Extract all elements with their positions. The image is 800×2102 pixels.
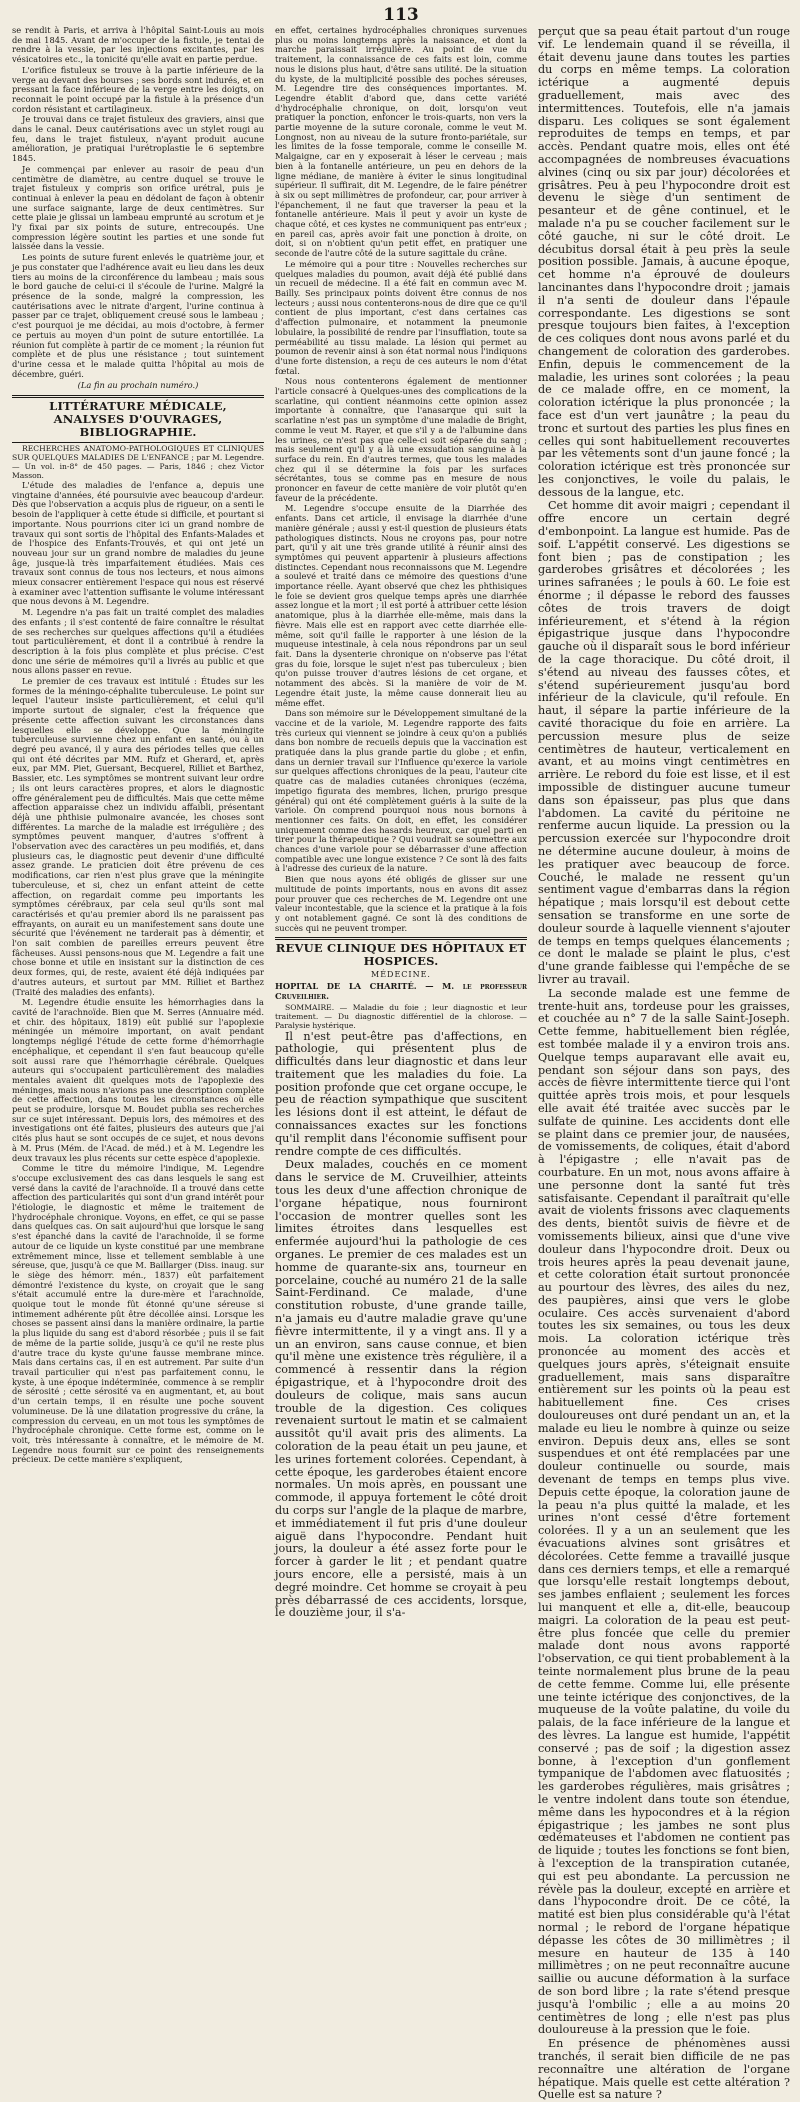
paragraph: L'orifice fistuleux se trouve à la partie inférieure de la verge au devant des bourses ; ses bords sont indurés, et en pressant la face inférieure de la verge entre les doigts, on reconnait le point occupé par la fistule à la présence d'un cordon résistant et cartilagineux. xyxy=(12,64,264,114)
paragraph: M. Legendre s'occupe ensuite de la Diarrhée des enfants. Dans cet article, il envisage la diarrhée d'une manière générale ; aussi y est-il question de plusieurs états pathologiques distincts. Nous ne croyons pas, pour notre part, qu'il y ait une très grande utilité à réunir ainsi des symptômes qui peuvent appartenir à plusieurs affections distinctes. Cependant nous reconnaissons que M. Legendre a soulevé et traité dans ce mémoire des questions d'une importance réelle. Ayant observé que chez les phthisiques le foie se devient gros quelque temps après une diarrhée assez longue et la mort ; il est porté à attribuer cette lésion anatomique, plus à la diarrhée elle-même, mais dans la fièvre. Mais elle est en rapport avec cette diarrhée elle-même, soit qu'il faille le rapporter à une lésion de la muqueuse intestinale, à cela nous répondrons par un seul fait. Dans la dysenterie chronique on n'observe pas l'état gras du foie, lorsque le sujet n'est pas tuberculeux ; bien qu'on puisse trouver d'autres lésions de cet organe, et notamment des abcès. Si la manière de voir de M. Legendre était juste, la même cause donnerait lieu au même effet. xyxy=(275,503,527,708)
column-middle xyxy=(275,25,527,1620)
paragraph: Le premier de ces travaux est intitulé : Études sur les formes de la méningo-céphalite tuberculeuse. Le point sur lequel l'auteur insiste particulièrement, et celui qu'il importe surtout de signaler, c'est la fréquence que présente cette affection suivant les circonstances dans lesquelles elle se développe. Que la méningite tuberculeuse survienne chez un enfant en santé, ou à un degré peu avancé, il y aura des périodes telles que celles qui ont été décrites par MM. Rufz et Gherard, et, après eux, par MM. Piet, Guersant, Becquerel, Rilliet et Barthez, Bassier, etc. Les symptômes se montrent suivant leur ordre ; ils ont leurs caractères propres, et alors le diagnostic offre généralement peu de difficultés. Mais que cette même affection apparaisse chez un individu affaibli, présentant déjà une phthisie pulmonaire avancée, les choses sont différentes. La marche de la maladie est irrégulière ; des symptômes peuvent manquer, d'autres s'offrent à l'observation avec des caractères un peu modifiés, et, dans plusieurs cas, le diagnostic peut devenir d'une difficulté assez grande. Le praticien doit être prévenu de ces modifications, car rien n'est plus grave que la méningite tuberculeuse, et si, chez un enfant atteint de cette affection, on regardait comme peu importants les symptômes cérébraux, par cela seul qu'ils sont mal caractérisés et qu'au premier abord ils ne paraissent pas effrayants, on aurait eu un manifestement sans doute une sécurité que l'événement ne tarderait pas à démentir, et l'on sait combien de pareilles erreurs peuvent être fâcheuses. Aussi pensons-nous que M. Legendre a fait une chose bonne et utile en insistant sur la distinction de ces deux formes, qui, de reste, avaient été déjà indiquées par d'autres auteurs, et surtout par MM. Rilliet et Barthez (Traité des maladies des enfants). xyxy=(12,676,264,997)
paragraph: En présence de phénomènes aussi tranchés, il serait bien difficile de ne pas reconnaître une altération de l'organe hépatique. Mais quelle est cette altération ? Quelle est sa nature ? xyxy=(538,2037,790,2102)
paragraph: en effet, certaines hydrocéphalies chroniques survenues plus ou moins longtemps après la naissance, et dont la marche paraissait irrégulière. Au point de vue du traitement, la connaissance de ces faits est loin, comme nous le disions plus haut, d'être sans utilité. De la situation du kyste, de la multiplicité possible des poches séreuses, M. Legendre tire des conséquences importantes. M. Legendre établit d'abord que, dans cette variété d'hydrocéphalie chronique, on doit, lorsqu'on veut pratiquer la ponction, enfoncer le trois-quarts, non vers la partie moyenne de la suture coronale, comme le veut M. Longnost, non au niveau de la suture fronto-pariétale, sur les limites de la fosse temporale, comme le conseille M. Malgaigne, car en y exposerait à léser le cerveau ; mais bien à la fontanelle antérieure, un peu en dehors de la ligne médiane, de manière à éviter le sinus longitudinal supérieur. Il suffirait, dit M. Legendre, de le faire pénétrer à six ou sept millimètres de profondeur, car, pour arriver à l'épanchement, il ne faut que traverser la peau et la fontanelle antérieure. Mais il peut y avoir un kyste de chaque côté, et ces kystes ne communiquent pas entr'eux ; en pareil cas, après avoir fait une ponction à droite, on doit, si on n'obtient qu'un petit effet, en pratiquer une seconde de l'autre côté de la suture sagittale du crâne. xyxy=(275,25,527,259)
columns xyxy=(12,25,790,2102)
paragraph: Il n'est peut-être pas d'affections, en pathologie, qui présentent plus de difficultés dans leur diagnostic et dans leur traitement que les maladies du foie. La position profonde que cet organe occupe, le peu de réaction sympathique que suscitent les lésions dont il est atteint, le défaut de connaissances exactes sur les fonctions qu'il remplit dans l'économie suffisent pour rendre compte de ces difficultés. xyxy=(275,1029,527,1158)
paragraph: Je commençai par enlever au rasoir de peau d'un centimètre de diamètre, au centre duquel se trouve le trajet fistuleux y compris son orifice urétral, puis je continuai à enlever la peau en dédolant de façon à obtenir une surface saignante, large de deux centimètres. Sur cette plaie je glissai un lambeau emprunté au scrotum et je l'y fixai par six points de suture, entrecoupés. Une compression légère soutint les parties et une sonde fut laissée dans la vessie. xyxy=(12,163,264,252)
summary: SOMMAIRE. — Maladie du foie ; leur diagnostic et leur traitement. — Du diagnostic différentiel de la chlorose. — Paralysie hystérique. xyxy=(275,1002,527,1030)
paragraph: Les points de suture furent enlevés le quatrième jour, et je pus constater que l'adhérence avait eu lieu dans les deux tiers au moins de la circonférence du lambeau ; mais sous le bord gauche de celui-ci il s'écoule de l'urine. Malgré la présence de la sonde, malgré la compression, les cautérisations avec le nitrate d'argent, l'urine continua à passer par ce trajet, obliquement creusé sous le lambeau ; c'est pourquoi je me décidai, au mois d'octobre, à fermer ce pertuis au moyen d'un point de suture entortillée. La réunion fut complète à partir de ce moment ; la réunion fut complète et de plus une résistance ; tout suintement d'urine cessa et le malade quitta l'hôpital au mois de décembre, guéri. xyxy=(12,252,264,379)
column-right xyxy=(538,25,790,2102)
page-number: 113 xyxy=(383,5,419,25)
book-reference: RECHERCHES ANATOMO-PATHOLOGIQUES ET CLINIQUES SUR QUELQUES MALADIES DE L'ENFANCE ; par M. Legendre. — Un vol. in-8° de 450 pages. — Paris, 1846 ; chez Victor Masson. xyxy=(12,444,264,481)
section-divider xyxy=(275,937,527,940)
section-heading: LITTÉRATURE MÉDICALE, ANALYSES D'OUVRAGES, BIBLIOGRAPHIE. xyxy=(49,399,227,440)
hospital-header: HOPITAL DE LA CHARITÉ. — M. le professeur Cruveilhier. xyxy=(275,981,527,1001)
paragraph: M. Legendre n'a pas fait un traité complet des maladies des enfants ; il s'est contenté de faire connaître le résultat de ses recherches sur quelques affections qu'il a étudiées tout particulièrement, et dont il a contribué à rendre la description à la fois plus complète et plus précise. C'est donc une série de mémoires qu'il a livrés au public et que nous allons passer en revue. xyxy=(12,607,264,676)
paragraph: Je trouvai dans ce trajet fistuleux des graviers, ainsi que dans le canal. Deux cautérisations avec un stylet rougi au feu, dans le trajet fistuleux, n'ayant produit aucune amélioration, je pratiquai l'urétroplastie le 6 septembre 1845. xyxy=(12,114,264,164)
paragraph: Dans son mémoire sur le Développement simultané de la vaccine et de la variole, M. Legendre rapporte des faits très curieux qui viennent se joindre à ceux qu'on a publiés dans bon nombre de recueils depuis que la vaccination est pratiquée dans la plus grande partie du globe ; et enfin, dans un dernier travail sur l'Influence qu'exerce la variole sur quelques affections chroniques de la peau, l'auteur cite quatre cas de maladies cutanées chroniques (eczéma, impetigo figurata des membres, lichen, prurigo presque général) qui ont été complètement guéris à la suite de la variole. On comprend pourquoi nous nous bornons à mentionner ces faits. On doit, en effet, les considérer uniquement comme des hasards heureux, car quel parti en tirer pour la thérapeutique ? Qui voudrait se soumettre aux chances d'une variole pour se débarrasser d'une affection compatible avec une longue existence ? Ce sont là des faits à l'adresse des curieux de la nature. xyxy=(275,708,527,874)
heading-rule xyxy=(12,442,264,443)
paragraph: L'étude des maladies de l'enfance a, depuis une vingtaine d'années, été poursuivie avec beaucoup d'ardeur. Dès que l'observation a acquis plus de rigueur, on a senti le besoin de l'appliquer à cette étude si difficile, et pourtant si importante. Nous pourrions citer ici un grand nombre de travaux qui sont sortis de l'hôpital des Enfants-Malades et de l'hospice des Enfants-Trouvés, et qui ont jeté un nouveau jour sur un grand nombre de maladies du jeune âge, jusque-là très imparfaitement étudiées. Mais ces travaux sont connus de tous nos lecteurs, et nous aimons mieux consacrer entièrement l'espace qui nous est réservé à examiner avec l'attention suffisante le volume intéressant que nous devons à M. Legendre. xyxy=(12,480,264,607)
continuation-note: (La fin au prochain numéro.) xyxy=(77,380,199,391)
section-divider xyxy=(12,395,264,398)
paragraph: Le mémoire qui a pour titre : Nouvelles recherches sur quelques maladies du poumon, avait déjà été publié dans un recueil de médecine. Il a été fait en commun avec M. Bailly. Ses principaux points doivent être connus de nos lecteurs ; aussi nous contenterons-nous de dire que ce qu'il contient de plus important, c'est dans certaines cas d'affection pulmonaire, et notamment la pneumonie lobulaire, la possibilité de rendre par l'insufflation, toute sa perméabilité au tissu malade. La lésion qui permet au poumon de revenir ainsi à son état normal nous l'indiquons d'une forte distension, a reçu de ces auteurs le nom d'état fœtal. xyxy=(275,258,527,376)
section-subheading: MÉDECINE. xyxy=(371,970,431,980)
paragraph: perçut que sa peau était partout d'un rouge vif. Le lendemain quand il se réveilla, il était devenu jaune dans toutes les parties du corps en même temps. La coloration ictérique a augmenté depuis graduellement, mais avec des intermittences. Toutefois, elle n'a jamais disparu. Les coliques se sont également reproduites de temps en temps, et par accès. Pendant quatre mois, elles ont été accompagnées de nombreuses évacuations alvines (cinq ou six par jour) décolorées et grisâtres. Peu à peu l'hypocondre droit est devenu le siège d'un sentiment de pesanteur et de gêne continuel, et le malade n'a pu se coucher facilement sur le côté gauche, ni sur le côté droit. Le décubitus dorsal était à peu près la seule position possible. Jamais, à aucune époque, cet homme n'a éprouvé de douleurs lancinantes dans l'hypocondre droit ; jamais il n'a senti de douleur dans l'épaule correspondante. Les digestions se sont presque toujours bien faites, à l'exception de ces coliques dont nous avons parlé et du changement de coloration des garderobes. Enfin, depuis le commencement de la maladie, les urines sont colorées ; la peau de ce malade offre, en ce moment, la coloration ictérique la plus prononcée ; la face est d'un vert jaunâtre ; la peau du tronc et surtout des parties les plus fines en celles qui sont habituellement recouvertes par les vêtements sont d'un jaune foncé ; la coloration ictérique est très prononcée sur les conjonctives, le voile du palais, le dessous de la langue, etc. xyxy=(538,25,790,499)
column-left xyxy=(12,25,264,1465)
paragraph: se rendit à Paris, et arriva à l'hôpital Saint-Louis au mois de mai 1845. Avant de m'occuper de la fistule, je tentai de rendre à la vessie, par les injections excitantes, par les vésicatoires etc., la tonicité qu'elle avait en partie perdue. xyxy=(12,25,264,65)
paragraph: Nous nous contenterons également de mentionner l'article consacré à Quelques-unes des complications de la scarlatine, qui contient néanmoins cette opinion assez importante à connaître, que l'anasarque qui suit la scarlatine n'est pas un symptôme d'une maladie de Bright, comme le veut M. Rayer, et que s'il y a de l'albumine dans les urines, ce n'est pas que celle-ci soit séparée du sang ; mais seulement qu'il y a là une exsudation sanguine à la surface du rein. En d'autres termes, que tous les malades chez qui il se détermine la fois par les surfaces sécrétantes, tous se comme pas en mesure de nous prononcer en faveur de cette manière de voir plutôt qu'en faveur de la précédente. xyxy=(275,376,527,503)
paragraph: Bien que nous ayons été obligés de glisser sur une multitude de points importants, nous en avons dit assez pour prouver que ces recherches de M. Legendre ont une valeur incontestable, que la science et la pratique à la fois y ont notablement gagné. Ce sont là des conditions de succès qui ne peuvent tromper. xyxy=(275,874,527,933)
paragraph: La seconde malade est une femme de trente-huit ans, tordeuse pour les graisses, et couchée au n° 7 de la salle Saint-Joseph. Cette femme, habituellement bien réglée, est tombée malade il y a environ trois ans. Quelque temps auparavant elle avait eu, pendant son séjour dans son pays, des accès de fièvre intermittente tierce qui l'ont quittée après trois mois, et pour lesquels elle avait été traitée avec succès par le sulfate de quinine. Les accidents dont elle se plaint dans ce premier jour, de nausées, de vomissements, de coliques, était d'abord à l'épigastre ; elle n'avait pas de courbature. En un mot, nous avons affaire à une personne dont la santé fut très satisfaisante. Cependant il paraîtrait qu'elle avait de violents frissons avec claquements des dents, bientôt suivis de fièvre et de vomissements bilieux, ainsi que d'une vive douleur dans l'hypocondre droit. Deux ou trois heures après la peau devenait jaune, et cette coloration était surtout prononcée au pourtour des lèvres, des ailes du nez, des paupières, ainsi que vers le globe oculaire. Ces accès survenaient d'abord toutes les six semaines, ou tous les deux mois. La coloration ictérique très prononcée au moment des accès et quelques jours après, s'éteignait ensuite graduellement, mais sans disparaître entièrement sur les points où la peau est habituellement fine. Ces crises douloureuses ont duré pendant un an, et la malade eu lieu le nombre à quinze ou seize environ. Depuis deux ans, elles se sont suspendues et ont été remplacées par une douleur continuelle ou sourde, mais devenant de temps en temps plus vive. Depuis cette époque, la coloration jaune de la peau n'a plus quitté la malade, et les urines n'ont cessé d'être fortement colorées. Il y a un an seulement que les évacuations alvines sont grisâtres et décolorées. Cette femme a travaillé jusque dans ces derniers temps, et elle a remarqué que lorsqu'elle restait longtemps debout, ses jambes enflaient ; seulement les forces lui manquent et elle a, dit-elle, beaucoup maigri. La coloration de la peau est peut-être plus foncée que celle du premier malade dont nous avons rapporté l'observation, ce qui tient probablement à la teinte normalement plus brune de la peau de cette femme. Comme lui, elle présente une teinte ictérique des conjonctives, de la muqueuse de la voûte palatine, du voile du palais, de la face inférieure de la langue et des lèvres. La langue est humide, l'appétit conservé ; pas de soif ; la digestion assez bonne, à l'exception d'un gonflement tympanique de l'abdomen avec flatuosités ; les garderobes régulières, mais grisâtres ; le ventre indolent dans toute son étendue, même dans les hypocondres et à la région épigastrique ; les jambes ne sont plus œdémateuses et l'abdomen ne contient pas de liquide ; toutes les fonctions se font bien, à l'exception de la transpiration cutanée, qui est peu abondante. La percussion ne révèle pas la douleur, excepté en arrière et dans l'hypocondre droit. De ce côté, la matité est bien plus considérable qu'à l'état normal ; le rebord de l'organe hépatique dépasse les côtes de 30 millimètres ; il mesure en hauteur de 135 à 140 millimètres ; on ne peut reconnaître aucune saillie ou aucune déformation à la surface de son bord libre ; la rate s'étend presque jusqu'à l'ombilic ; elle a au moins 20 centimètres de long ; elle n'est pas plus douloureuse à la pression que le foie. xyxy=(538,986,790,2037)
paragraph: Cet homme dit avoir maigri ; cependant il offre encore un certain degré d'embonpoint. La langue est humide. Pas de soif. L'appétit conservé. Les digestions se font bien ; pas de constipation ; les garderobes grisâtres et décolorées ; les urines safranées ; le pouls à 60. Le foie est énorme ; il dépasse le rebord des fausses côtes de trois travers de doigt inférieurement, et s'étend à la région épigastrique jusque dans l'hypocondre gauche où il disparaît sous le bord inférieur de la cage thoracique. Du côté droit, il s'étend au niveau des fausses côtes, et s'étend supérieurement jusqu'au bord inférieur de la clavicule, qu'il refoule. En haut, il sépare la partie inférieure de la cavité thoracique du foie en arrière. La percussion mesure plus de seize centimètres de hauteur, verticalement en avant, et au moins vingt centimètres en arrière. Le rebord du foie est lisse, et il est impossible de distinguer aucune tumeur dans son épaisseur, pas plus que dans l'abdomen. La cavité du péritoine ne renferme aucun liquide. La pression ou la percussion exercée sur l'hypocondre droit ne détermine aucune douleur, à moins de les pratiquer avec beaucoup de force. Couché, le malade ne ressent qu'un sentiment vague d'embarras dans la région hépatique ; mais lorsqu'il est debout cette sensation se transforme en une sorte de douleur sourde à laquelle viennent s'ajouter de temps en temps quelques élancements ; ce dont le malade se plaint le plus, c'est d'une grande faiblesse qui l'empêche de se livrer au travail. xyxy=(538,499,790,986)
paragraph: Deux malades, couchés en ce moment dans le service de M. Cruveilhier, atteints tous les deux d'une affection chronique de l'organe hépatique, nous fourniront l'occasion de montrer quelles sont les limites étroites dans lesquelles est enfermée aujourd'hui la pathologie de ces organes. Le premier de ces malades est un homme de quarante-six ans, tourneur en porcelaine, couché au numéro 21 de la salle Saint-Ferdinand. Ce malade, d'une constitution robuste, d'une grande taille, n'a jamais eu d'autre maladie grave qu'une fièvre intermittente, il y a vingt ans. Il y a un an environ, sans cause connue, et bien qu'il mène une existence très régulière, il a commencé à ressentir dans la région épigastrique, et à l'hypocondre droit des douleurs de colique, mais sans aucun trouble de la digestion. Ces coliques revenaient surtout le matin et se calmaient aussitôt qu'il avait pris des aliments. La coloration de la peau était un peu jaune, et les urines fortement colorées. Cependant, à cette époque, les garderobes étaient encore normales. Un mois après, en poussant une commode, il appuya fortement le côté droit du corps sur l'angle de la plaque de marbre, et immédiatement il fut pris d'une douleur aiguë dans l'hypocondre. Pendant huit jours, la douleur a été assez forte pour le forcer à garder le lit ; et pendant quatre jours encore, elle a persisté, mais à un degré moindre. Cet homme se croyait à peu près débarrassé de ces accidents, lorsque, le douzième jour, il s'a- xyxy=(275,1158,527,1620)
section-heading: REVUE CLINIQUE DES HÔPITAUX ET HOSPICES. xyxy=(275,941,527,969)
paragraph: Comme le titre du mémoire l'indique, M. Legendre s'occupe exclusivement des cas dans lesquels le sang est versé dans la cavité de l'arachnoïde. Il a trouvé dans cette affection des particularités qui sont d'un grand intérêt pour l'étiologie, le diagnostic et même le traitement de l'hydrocéphale chronique. Voyons, en effet, ce qui se passe dans quelques cas. On sait aujourd'hui que lorsque le sang s'est épanché dans la cavité de l'arachnoïde, il se forme autour de ce liquide un kyste constitué par une membrane extrêmement mince, lisse et tellement semblable à une séreuse, que, jusqu'à ce que M. Baillarger (Diss. inaug. sur le siège des hémorr. mén., 1837) eût parfaitement démontré l'existence du kyste, on croyait que le sang s'était accumulé entre la dure-mère et l'arachnoïde, quoique tout le monde fût étonné qu'une séreuse si intimement adhérente pût être décollée ainsi. Lorsque les choses se passent ainsi dans la manière ordinaire, la partie la plus liquide du sang est d'abord résorbée ; puis il se fait de même de la partie solide, jusqu'à ce qu'il ne reste plus d'autre trace du kyste qu'une fausse membrane mince. Mais dans certains cas, il en est autrement. Par suite d'un travail particulier qui n'est pas parfaitement connu, le kyste, à une époque indéterminée, commence à se remplir de sérosité ; cette sérosité va en augmentant, et, au bout d'un certain temps, il en résulte une poche souvent volumineuse. De là une dilatation progressive du crâne, la compression du cerveau, en un mot tous les symptômes de l'hydrocéphale chronique. Cette forme est, comme on le voit, très intéressante à connaître, et le mémoire de M. Legendre nous fournit sur ce point des renseignements précieux. De cette manière s'expliquent, xyxy=(12,1163,264,1465)
paragraph: M. Legendre étudie ensuite les hémorrhagies dans la cavité de l'arachnoïde. Bien que M. Serres (Annuaire méd. et chir. des hôpitaux, 1819) eût publié sur l'apoplexie méningée un mémoire important, on avait pendant longtemps négligé l'étude de cette forme d'hémorrhagie encéphalique, et cependant il s'en faut beaucoup qu'elle soit aussi rare que l'hémorrhagie cérébrale. Quelques auteurs qui s'occupaient particulièrement des maladies mentales avaient dit quelques mots de l'apoplexie des méninges, mais nous n'avions pas une description complète de cette affection, dans toutes les circonstances où elle peut se produire, lorsque M. Boudet publia ses recherches sur ce sujet intéressant. Depuis lors, des mémoires et des investigations ont été faites, plusieurs des auteurs que j'ai cités plus haut se sont occupés de ce sujet, et nous devons à M. Prus (Mém. de l'Acad. de méd.) et à M. Legendre les deux travaux les plus récents sur cette espèce d'apoplexie. xyxy=(12,997,264,1163)
